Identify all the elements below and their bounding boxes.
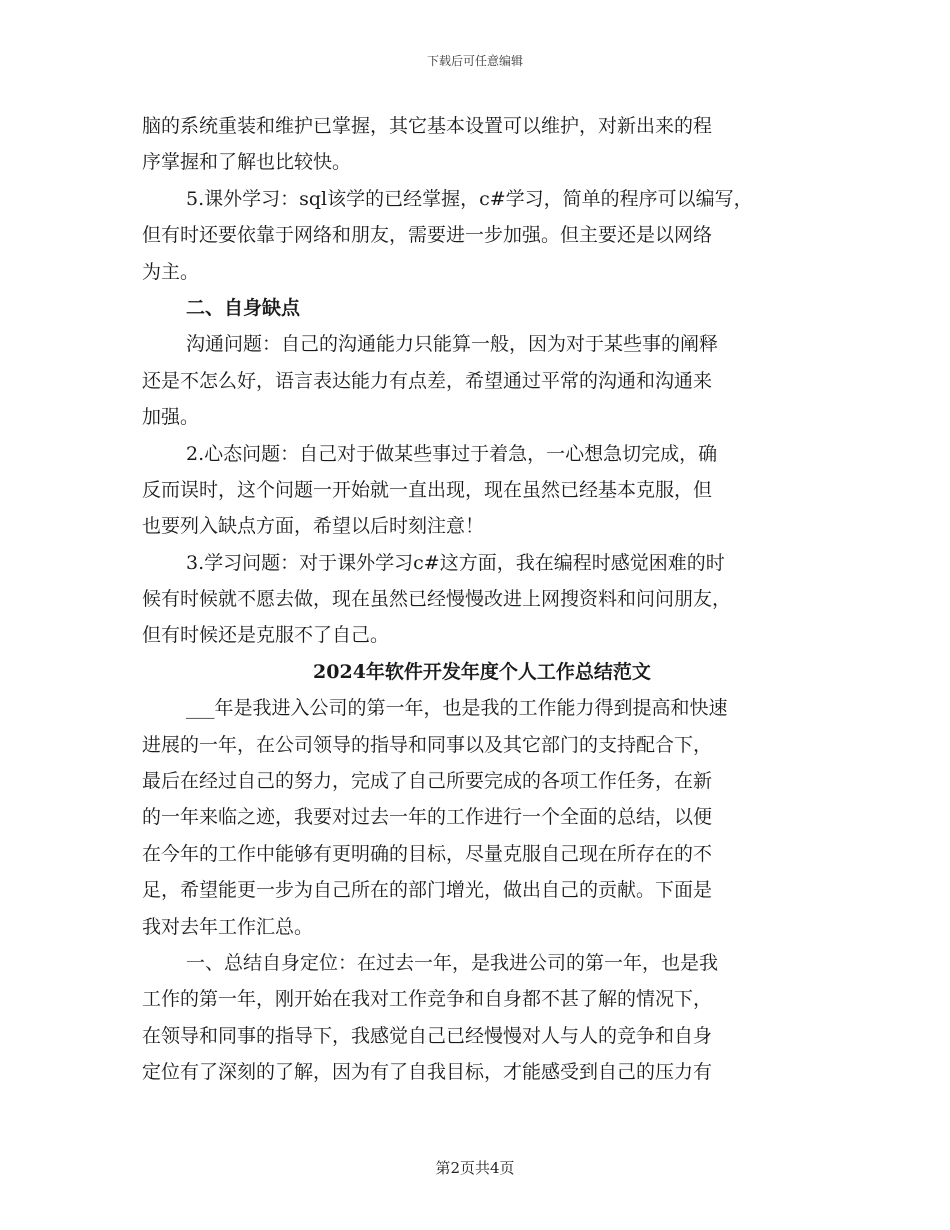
paragraph-line: ___年是我进入公司的第一年，也是我的工作能力得到提高和快速	[186, 697, 728, 720]
paragraph-line: 2.心态问题：自己对于做某些事过于着急，一心想急切完成，确	[186, 442, 718, 465]
paragraph-line: 定位有了深刻的了解，因为有了自我目标，才能感受到自己的压力有	[142, 1061, 713, 1084]
paragraph-line: 在今年的工作中能够有更明确的目标，尽量克服自己现在所存在的不	[142, 842, 713, 865]
paragraph-line: 加强。	[142, 406, 200, 429]
document-body	[142, 108, 822, 1091]
paragraph-line: 序掌握和了解也比较快。	[142, 151, 352, 174]
paragraph-line: 为主。	[142, 260, 200, 283]
paragraph-line: 3.学习问题：对于课外学习c#这方面，我在编程时感觉困难的时	[186, 551, 725, 574]
page-header: 下载后可任意编辑	[426, 54, 523, 68]
paragraph-line: 5.课外学习：sql该学的已经掌握，c#学习，简单的程序可以编写，	[186, 187, 753, 210]
paragraph-line: 但有时候还是克服不了自己。	[142, 624, 390, 647]
paragraph-line: 还是不怎么好，语言表达能力有点差，希望通过平常的沟通和沟通来	[142, 369, 713, 392]
paragraph-line: 最后在经过自己的努力，完成了自己所要完成的各项工作任务，在新	[142, 770, 713, 793]
paragraph-line: 候有时候就不愿去做，现在虽然已经慢慢改进上网搜资料和问问朋友，	[142, 588, 732, 611]
paragraph-line: 在领导和同事的指导下，我感觉自己已经慢慢对人与人的竞争和自身	[142, 1024, 713, 1047]
paragraph-line: 脑的系统重装和维护已掌握，其它基本设置可以维护，对新出来的程	[142, 115, 713, 137]
paragraph-line: 足，希望能更一步为自己所在的部门增光，做出自己的贡献。下面是	[142, 879, 713, 902]
paragraph-line: 沟通问题：自己的沟通能力只能算一般，因为对于某些事的阐释	[186, 333, 719, 356]
document-title: 2024年软件开发年度个人工作总结范文	[313, 660, 651, 683]
paragraph-line: 进展的一年，在公司领导的指导和同事以及其它部门的支持配合下，	[142, 733, 713, 756]
paragraph-line: 工作的第一年，刚开始在我对工作竞争和自身都不甚了解的情况下，	[142, 988, 713, 1011]
section-heading: 二、自身缺点	[186, 296, 301, 319]
paragraph-line: 一、总结自身定位：在过去一年，是我进公司的第一年，也是我	[186, 951, 719, 974]
paragraph-line: 我对去年工作汇总。	[142, 915, 314, 938]
paragraph-line: 的一年来临之迹，我要对过去一年的工作进行一个全面的总结，以便	[142, 806, 713, 829]
paragraph-line: 但有时还要依靠于网络和朋友，需要进一步加强。但主要还是以网络	[142, 224, 713, 247]
paragraph-line: 反而误时，这个问题一开始就一直出现，现在虽然已经基本克服，但	[142, 478, 713, 501]
paragraph-line: 也要列入缺点方面，希望以后时刻注意！	[142, 515, 485, 538]
page-number: 第2页共4页	[435, 1159, 515, 1177]
